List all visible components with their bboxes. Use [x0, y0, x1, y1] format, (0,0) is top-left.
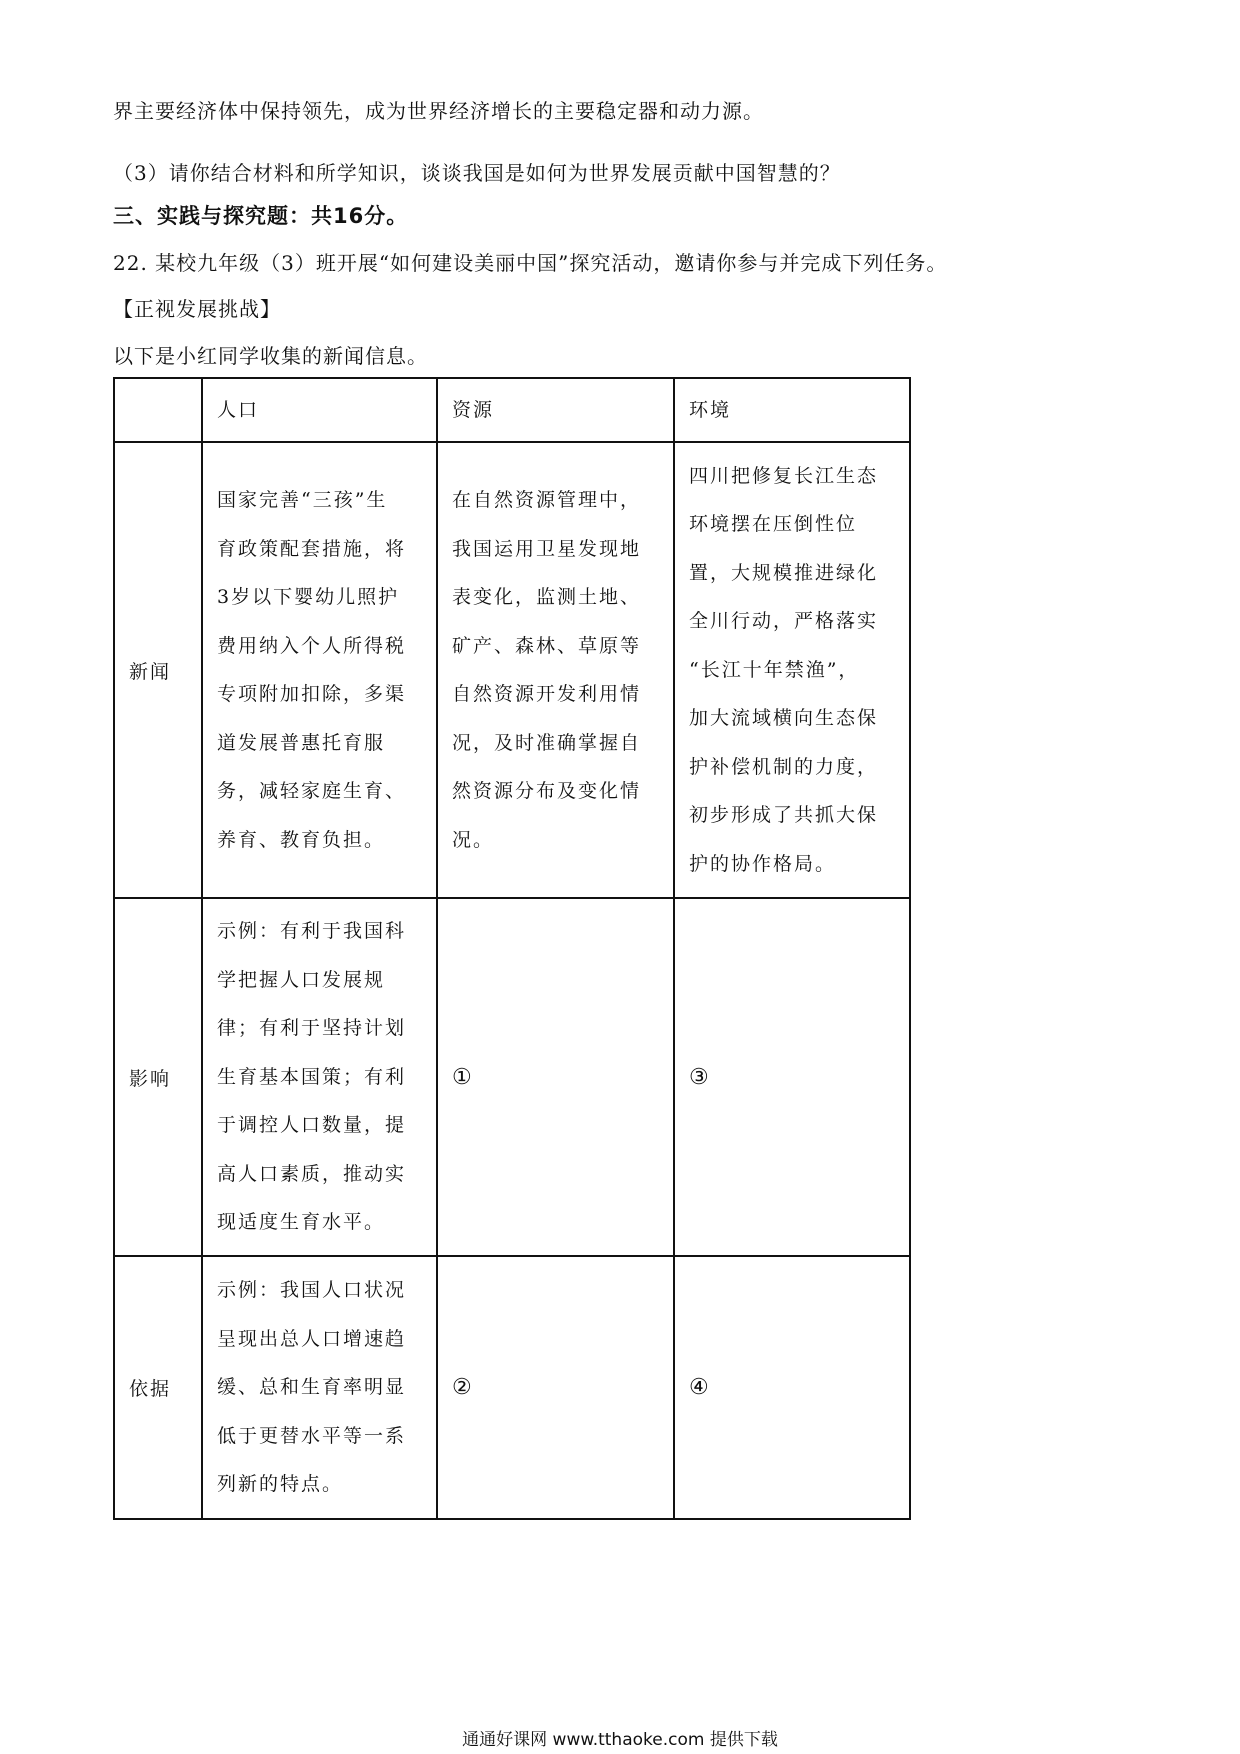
intro-line-2: （3）请你结合材料和所学知识，谈谈我国是如何为世界发展贡献中国智慧的？: [113, 161, 841, 185]
header-cell-population: [202, 378, 437, 442]
table-row-impact: [114, 898, 910, 1256]
row-label-news: 新闻: [129, 660, 172, 683]
news-resources-cell: 在自然资源管理中， 我国运用卫星发现地 表变化，监测土地、 矿产、森林、草原等 自然资源开发利用情 况，及时准确掌握自 然资源分布及变化情 况。: [452, 489, 642, 851]
header-cell-empty: [114, 378, 202, 442]
table-row-news: [114, 442, 910, 898]
row-label-impact: 影响: [129, 1067, 172, 1090]
answer-blank-2: ②: [452, 1375, 472, 1400]
basis-population-cell: 示例：我国人口状况 呈现出总人口增速趋 缓、总和生育率明显 低于更替水平等一系 列新的特点。: [217, 1279, 407, 1496]
impact-population-cell: 示例：有利于我国科 学把握人口发展规 律；有利于坚持计划 生育基本国策；有利 于调控人口数量，提 高人口素质，推动实 现适度生育水平。: [217, 920, 407, 1234]
table-header-row: [114, 378, 910, 442]
page-footer: 通通好课网 www.tthaoke.com 提供下载: [462, 1730, 778, 1750]
answer-blank-1: ①: [452, 1064, 472, 1090]
header-cell-resources: [437, 378, 674, 442]
answer-blank-3: ③: [689, 1064, 709, 1090]
header-environment: 环境: [689, 399, 732, 421]
question-text: 22. 某校九年级（3）班开展“如何建设美丽中国”探究活动，邀请你参与并完成下列任务。: [113, 251, 948, 275]
question-lead: 以下是小红同学收集的新闻信息。: [113, 344, 428, 368]
answer-blank-4: ④: [689, 1375, 709, 1400]
news-population-cell: 国家完善“三孩”生 育政策配套措施，将 3岁以下婴幼儿照护 费用纳入个人所得税 专项附加扣除，多渠 道发展普惠托育服 务，减轻家庭生育、 养育、教育负担。: [217, 489, 407, 851]
table-row-basis: [114, 1256, 910, 1519]
question-subheading: 【正视发展挑战】: [113, 297, 281, 321]
intro-line-1: 界主要经济体中保持领先，成为世界经济增长的主要稳定器和动力源。: [113, 99, 764, 123]
news-table: [113, 377, 911, 1520]
header-population: 人口: [217, 399, 260, 421]
section-heading: 三、实践与探究题：共16分。: [113, 204, 409, 228]
header-resources: 资源: [452, 399, 495, 421]
row-label-basis: 依据: [129, 1378, 172, 1400]
news-environment-cell: 四川把修复长江生态 环境摆在压倒性位 置，大规模推进绿化 全川行动，严格落实 “长江十年禁渔”， 加大流域横向生态保 护补偿机制的力度， 初步形成了共抓大保 护的协作格局。: [689, 464, 879, 875]
header-cell-environment: [674, 378, 910, 442]
